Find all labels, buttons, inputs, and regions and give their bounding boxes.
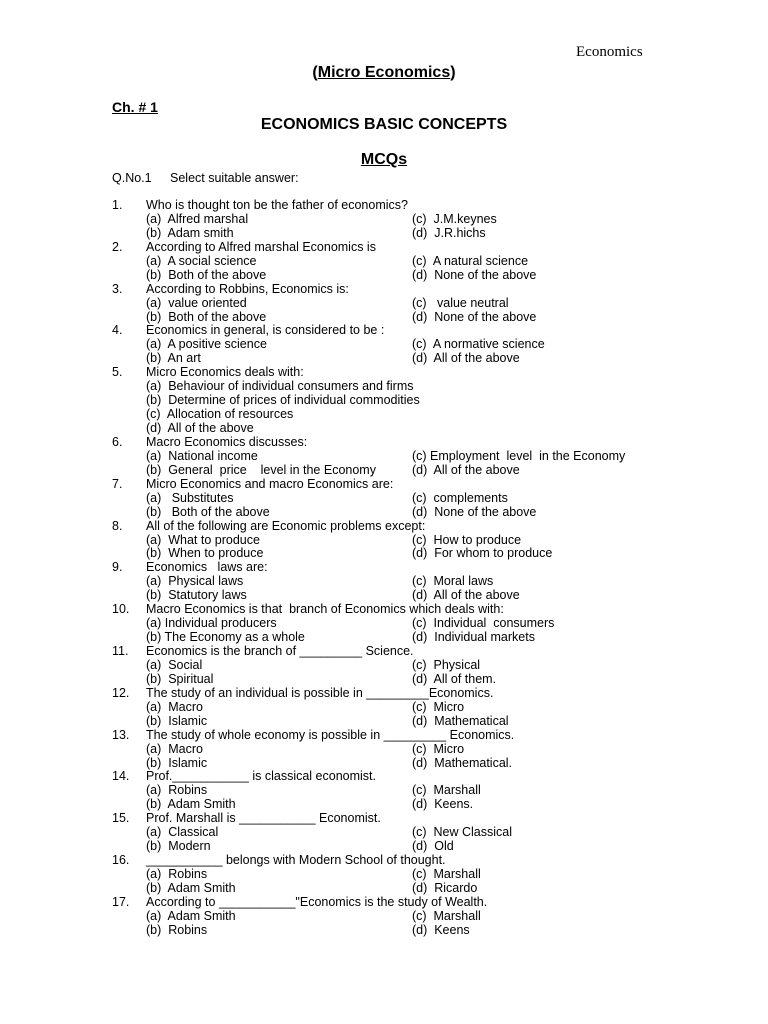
question-number: 13. bbox=[112, 727, 130, 742]
question-text: Who is thought ton be the father of economics? bbox=[146, 198, 408, 212]
option-row bbox=[112, 547, 752, 561]
option-left: (b) Robins bbox=[146, 922, 208, 937]
option-row bbox=[112, 575, 752, 589]
option-right: (d) Ricardo bbox=[412, 880, 478, 895]
option-left: (a) Substitutes bbox=[146, 490, 234, 505]
option-left: (a) Physical laws bbox=[146, 574, 244, 589]
question-text: Micro Economics and macro Economics are: bbox=[146, 476, 394, 491]
question-number: 15. bbox=[112, 811, 130, 826]
option-row bbox=[112, 492, 752, 506]
option-left: (b) Both of the above bbox=[146, 504, 270, 519]
question-text: ___________ belongs with Modern School of thought. bbox=[146, 853, 446, 868]
option-row bbox=[112, 227, 752, 241]
option-row bbox=[112, 422, 752, 436]
instruction-label: Q.No.1 bbox=[112, 171, 152, 185]
instruction-text: Select suitable answer: bbox=[170, 171, 299, 185]
option-row bbox=[112, 255, 752, 269]
option-right: (d) All of them. bbox=[412, 671, 497, 686]
option-right: (d) All of the above bbox=[412, 351, 520, 366]
question-item bbox=[112, 478, 752, 520]
option-row bbox=[112, 450, 752, 464]
question-number: 3. bbox=[112, 281, 123, 296]
option-left: (a) Robins bbox=[146, 867, 208, 881]
option-left: (b) The Economy as a whole bbox=[146, 630, 305, 645]
option-row bbox=[112, 338, 752, 352]
option-right: (c) complements bbox=[412, 490, 508, 505]
question-item bbox=[112, 603, 752, 645]
option-left: (a) National income bbox=[146, 448, 258, 463]
option-right: (d) None of the above bbox=[412, 309, 537, 324]
question-number: 6. bbox=[112, 434, 123, 449]
option-right: (d) All of the above bbox=[412, 588, 520, 603]
option-item: (b) Determine of prices of individual commodities bbox=[146, 393, 420, 408]
question-text: Economics in general, is considered to be : bbox=[146, 323, 385, 338]
question-line bbox=[112, 896, 752, 910]
option-right: (c) New Classical bbox=[412, 825, 513, 840]
option-row bbox=[112, 868, 752, 882]
option-right: (c) Micro bbox=[412, 741, 465, 756]
question-text: Macro Economics is that branch of Economics which deals with: bbox=[146, 602, 504, 617]
option-row bbox=[112, 757, 752, 771]
option-row bbox=[112, 506, 752, 520]
question-text: Micro Economics deals with: bbox=[146, 365, 304, 380]
option-item: (c) Allocation of resources bbox=[146, 407, 294, 422]
option-row bbox=[112, 826, 752, 840]
option-row bbox=[112, 269, 752, 283]
option-row bbox=[112, 784, 752, 798]
option-right: (c) Moral laws bbox=[412, 574, 494, 589]
option-left: (b) Adam Smith bbox=[146, 797, 236, 812]
option-right: (c) Micro bbox=[412, 699, 465, 714]
question-item bbox=[112, 896, 752, 938]
option-right: (c) How to produce bbox=[412, 532, 522, 547]
question-text: All of the following are Economic problems except: bbox=[146, 518, 426, 533]
option-left: (b) Both of the above bbox=[146, 309, 267, 324]
option-right: (c) Marshall bbox=[412, 908, 481, 923]
option-row bbox=[112, 631, 752, 645]
option-left: (a) value oriented bbox=[146, 295, 247, 310]
option-row bbox=[112, 464, 752, 478]
question-line bbox=[112, 520, 752, 534]
chapter-title: ECONOMICS BASIC CONCEPTS bbox=[260, 116, 508, 133]
question-item bbox=[112, 520, 752, 562]
question-item bbox=[112, 241, 752, 283]
option-left: (b) When to produce bbox=[146, 546, 264, 561]
option-left: (a) Alfred marshal bbox=[146, 211, 249, 226]
question-line bbox=[112, 812, 752, 826]
question-number: 9. bbox=[112, 560, 123, 575]
option-right: (c) Physical bbox=[412, 657, 481, 672]
option-row bbox=[112, 659, 752, 673]
question-text: According to ___________"Economics is the study of Wealth. bbox=[146, 894, 488, 909]
question-number: 8. bbox=[112, 518, 123, 533]
option-row bbox=[112, 924, 752, 938]
question-number: 17. bbox=[112, 894, 130, 909]
question-item bbox=[112, 645, 752, 687]
option-row bbox=[112, 352, 752, 366]
subtitle bbox=[0, 64, 768, 82]
option-left: (a) Social bbox=[146, 657, 203, 672]
option-right: (c) J.M.keynes bbox=[412, 211, 497, 226]
option-left: (a) A social science bbox=[146, 253, 257, 268]
option-row bbox=[112, 673, 752, 687]
question-line bbox=[112, 854, 752, 868]
subtitle-text: Micro Economics bbox=[317, 64, 451, 81]
option-right: (d) Mathematical. bbox=[412, 755, 513, 770]
question-text: The study of an individual is possible in _________Economics. bbox=[146, 685, 494, 700]
option-item: (a) Behaviour of individual consumers and firms bbox=[146, 379, 414, 394]
option-row bbox=[112, 701, 752, 715]
question-number: 7. bbox=[112, 476, 123, 491]
question-text: Macro Economics discusses: bbox=[146, 434, 308, 449]
option-right: (d) None of the above bbox=[412, 267, 537, 282]
option-row bbox=[112, 910, 752, 924]
option-right: (c) Marshall bbox=[412, 783, 481, 798]
question-item bbox=[112, 729, 752, 771]
section-title: MCQs bbox=[360, 151, 408, 168]
question-number: 1. bbox=[112, 198, 123, 212]
option-right: (c) A natural science bbox=[412, 253, 529, 268]
question-item bbox=[112, 687, 752, 729]
question-item bbox=[112, 436, 752, 478]
chapter-number: Ch. # 1 bbox=[112, 99, 158, 115]
question-number: 10. bbox=[112, 602, 130, 617]
option-left: (a) Adam Smith bbox=[146, 908, 236, 923]
question-number: 4. bbox=[112, 323, 123, 338]
option-row bbox=[112, 617, 752, 631]
option-left: (a) A positive science bbox=[146, 337, 267, 352]
option-left: (b) An art bbox=[146, 351, 201, 366]
option-right: (d) All of the above bbox=[412, 462, 520, 477]
option-right: (d) J.R.hichs bbox=[412, 225, 486, 240]
subtitle-paren-open: ( bbox=[312, 64, 318, 81]
option-right: (c) Marshall bbox=[412, 867, 481, 881]
question-line bbox=[112, 324, 752, 338]
option-right: (c) A normative science bbox=[412, 337, 545, 352]
option-right: (d) Individual markets bbox=[412, 630, 535, 645]
question-item bbox=[112, 770, 752, 812]
question-number: 2. bbox=[112, 239, 123, 254]
option-right: (c) Individual consumers bbox=[412, 616, 555, 631]
question-item bbox=[112, 283, 752, 325]
question-line bbox=[112, 603, 752, 617]
question-number: 11. bbox=[112, 644, 129, 658]
question-line bbox=[112, 366, 752, 380]
option-left: (b) Statutory laws bbox=[146, 588, 247, 603]
option-row bbox=[112, 882, 752, 896]
question-text: Economics laws are: bbox=[146, 560, 268, 575]
option-left: (b) Spiritual bbox=[146, 671, 214, 686]
question-item bbox=[112, 812, 752, 854]
question-line bbox=[112, 436, 752, 450]
option-left: (a) Macro bbox=[146, 741, 203, 756]
option-right: (d) None of the above bbox=[412, 504, 537, 519]
option-row bbox=[112, 297, 752, 311]
option-right: (d) Old bbox=[412, 839, 454, 854]
option-left: (a) What to produce bbox=[146, 532, 260, 547]
question-item bbox=[112, 561, 752, 603]
question-number: 12. bbox=[112, 685, 130, 700]
option-row bbox=[112, 715, 752, 729]
question-number: 16. bbox=[112, 853, 130, 868]
option-row bbox=[112, 534, 752, 548]
option-right: (c) Employment level in the Economy bbox=[412, 448, 626, 463]
question-item bbox=[112, 854, 752, 896]
option-right: (d) Mathematical bbox=[412, 713, 509, 728]
option-item: (d) All of the above bbox=[146, 421, 254, 435]
option-right: (d) Keens bbox=[412, 922, 470, 937]
option-row bbox=[112, 394, 752, 408]
option-left: (b) Modern bbox=[146, 839, 211, 854]
option-row bbox=[112, 743, 752, 757]
option-left: (b) Adam Smith bbox=[146, 880, 236, 895]
option-left: (a) Macro bbox=[146, 699, 203, 714]
option-left: (b) General price level in the Economy bbox=[146, 462, 376, 477]
question-number: 14. bbox=[112, 769, 130, 784]
option-left: (a) Robins bbox=[146, 783, 208, 798]
question-line bbox=[112, 241, 752, 255]
question-line bbox=[112, 561, 752, 575]
option-left: (b) Adam smith bbox=[146, 225, 234, 240]
question-line bbox=[112, 645, 752, 659]
question-list bbox=[112, 199, 752, 938]
option-row bbox=[112, 380, 752, 394]
question-line bbox=[112, 199, 752, 213]
subject-header: Economics bbox=[576, 44, 643, 60]
question-text: Prof. Marshall is ___________ Economist. bbox=[146, 811, 381, 826]
question-text: Prof.___________ is classical economist. bbox=[146, 769, 376, 784]
question-number: 5. bbox=[112, 365, 123, 380]
option-left: (b) Islamic bbox=[146, 713, 208, 728]
question-line bbox=[112, 729, 752, 743]
option-left: (b) Both of the above bbox=[146, 267, 267, 282]
question-text: According to Alfred marshal Economics is bbox=[146, 239, 376, 254]
question-line bbox=[112, 687, 752, 701]
option-right: (d) Keens. bbox=[412, 797, 474, 812]
option-left: (a) Classical bbox=[146, 825, 219, 840]
question-item bbox=[112, 199, 752, 241]
question-line bbox=[112, 478, 752, 492]
option-row bbox=[112, 311, 752, 325]
question-item bbox=[112, 324, 752, 366]
option-row bbox=[112, 408, 752, 422]
option-row bbox=[112, 213, 752, 227]
question-item bbox=[112, 366, 752, 436]
subtitle-paren-close: ) bbox=[450, 64, 456, 81]
option-left: (b) Islamic bbox=[146, 755, 208, 770]
option-right: (d) For whom to produce bbox=[412, 546, 553, 561]
question-text: The study of whole economy is possible in _________ Economics. bbox=[146, 727, 515, 742]
instruction bbox=[112, 171, 299, 185]
option-right: (c) value neutral bbox=[412, 295, 509, 310]
question-line bbox=[112, 283, 752, 297]
question-line bbox=[112, 770, 752, 784]
option-left: (a) Individual producers bbox=[146, 616, 277, 631]
question-text: According to Robbins, Economics is: bbox=[146, 281, 349, 296]
option-row bbox=[112, 840, 752, 854]
question-text: Economics is the branch of _________ Science. bbox=[146, 644, 414, 658]
option-row bbox=[112, 798, 752, 812]
option-row bbox=[112, 589, 752, 603]
